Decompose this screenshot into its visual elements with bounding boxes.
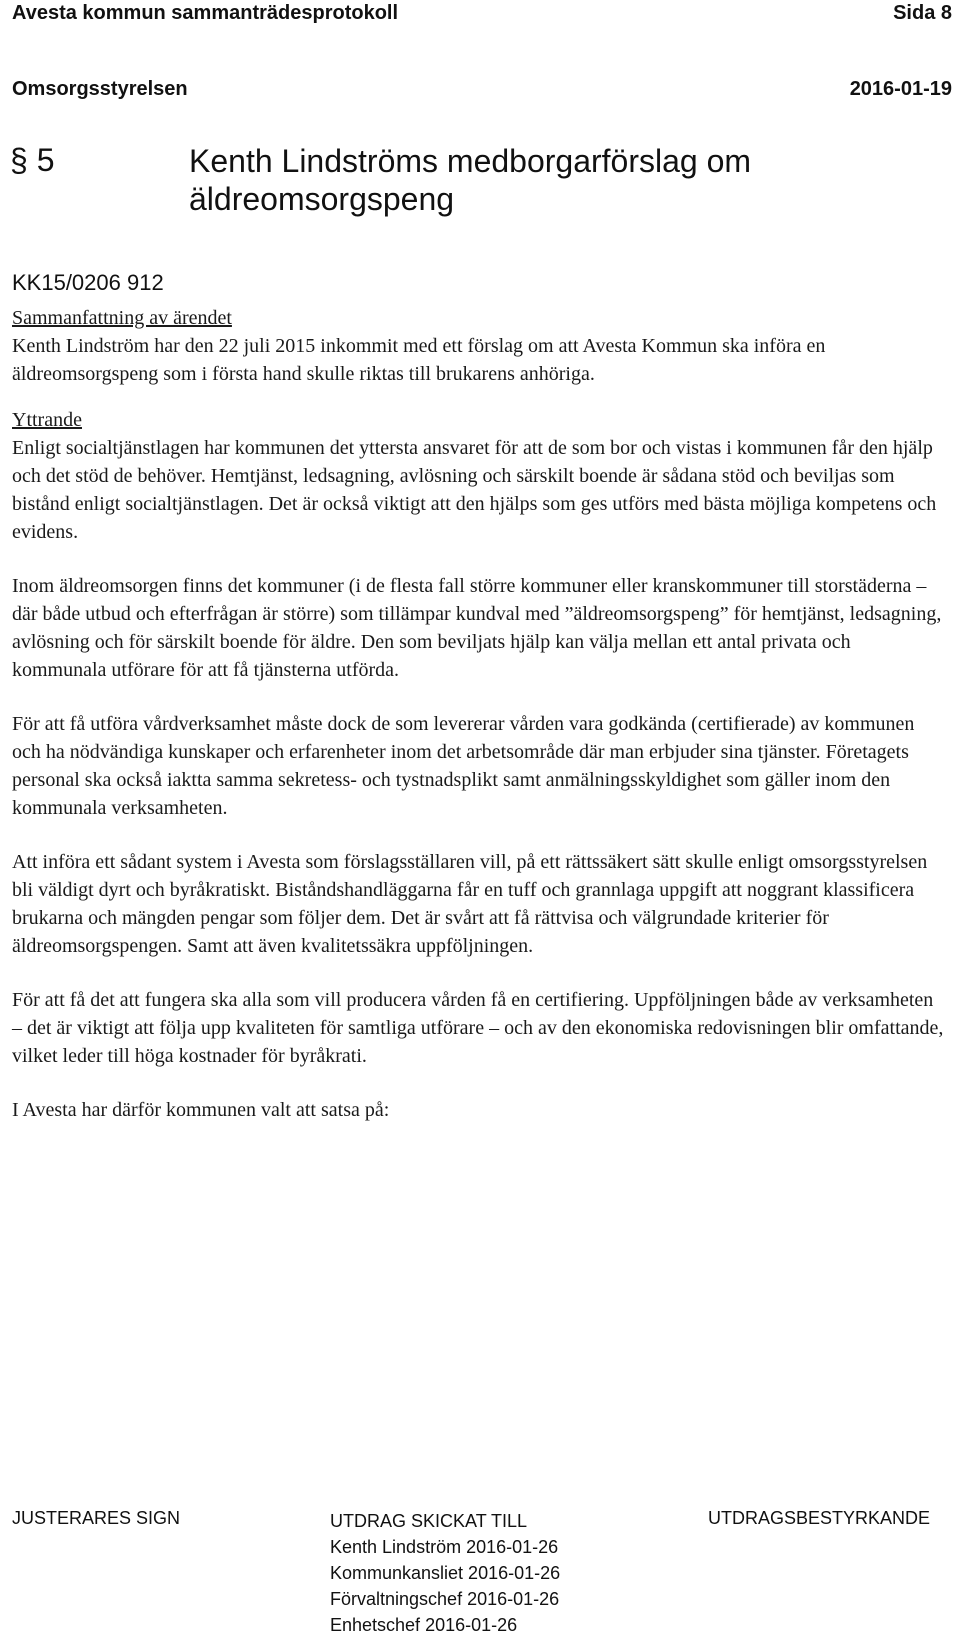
- section-title: Kenth Lindströms medborgarförslag om äldreomsorgspeng: [189, 143, 752, 217]
- case-number: KK15/0206 912: [12, 270, 164, 295]
- board-name: Omsorgsstyrelsen: [12, 78, 188, 100]
- page-header: [0, 0, 960, 30]
- paragraph: Inom äldreomsorgen finns det kommuner (i de flesta fall större kommuner eller kranskommuner till storstäderna – där både utbud och efterfrågan är större) som tillämpar kundval med ”äldreomsorgspeng” för hemtjänst, ledsagning, avlösning och för särskilt boende för äldre. Den som beviljats hjälp kan välja mellan ett antal privata och kommunala utförare för att få tjänsterna utförda.: [12, 575, 942, 681]
- paragraph: Att införa ett sådant system i Avesta som förslagsställaren vill, på ett rättssäkert sätt skulle enligt omsorgsstyrelsen bli väldigt dyrt och byråkratiskt. Biståndshandläggarna får en tuff och grannlaga uppgift att noggrant klassificera brukarna och mängden pengar som följer dem. Det är svårt att få rättvisa och välgrundade kriterier för äldreomsorgspengen. Samt att även kvalitetssäkra uppföljningen.: [12, 851, 928, 957]
- sent-to-label: UTDRAG SKICKAT TILL: [330, 1511, 528, 1531]
- distribution-item: Kommunkansliet 2016-01-26: [330, 1563, 561, 1583]
- paragraph: För att få det att fungera ska alla som vill producera vården få en certifiering. Uppföljningen både av verksamheten – det är viktigt att följa upp kvaliteten för samtliga utförare – och av den ekonomiska redovisningen blir omfattande, vilket leder till höga kostnader för byråkrati.: [12, 989, 944, 1067]
- paragraph: I Avesta har därför kommunen valt att satsa på:: [12, 1099, 390, 1121]
- summary-block: [12, 304, 948, 388]
- document-body: [12, 304, 948, 1150]
- statement-block: [12, 406, 948, 546]
- section-heading: [0, 142, 960, 262]
- distribution-item: Enhetschef 2016-01-26: [330, 1615, 518, 1635]
- meeting-meta: [0, 78, 960, 106]
- distribution-item: Kenth Lindström 2016-01-26: [330, 1537, 559, 1557]
- distribution-item: Förvaltningschef 2016-01-26: [330, 1589, 560, 1609]
- adjuster-signature-label: JUSTERARES SIGN: [12, 1508, 181, 1528]
- paragraph: Enligt socialtjänstlagen har kommunen det yttersta ansvaret för att de som bor och vistas i kommunen får den hjälp och det stöd de behöver. Hemtjänst, ledsagning, avlösning och särskilt boende är sådana stöd och beviljas som bistånd enligt socialtjänstlagen. Det är också viktigt att den hjälps som ges utförs med bästa möjliga kompetens och evidens.: [12, 437, 937, 543]
- paragraph: För att få utföra vårdverksamhet måste dock de som levererar vården vara godkända (certifierade) av kommunen och ha nödvändiga kunskaper och erfarenheter inom det arbetsområde där man erbjuder sina tjänster. Företagets personal ska också iaktta samma sekretess- och tystnadsplikt samt anmälningsskyldighet som gäller inom den kommunala verksamheten.: [12, 713, 915, 819]
- meeting-date: 2016-01-19: [849, 78, 952, 100]
- page-number: Sida 8: [893, 2, 952, 24]
- distribution-block: [330, 1508, 560, 1636]
- summary-heading: Sammanfattning av ärendet: [12, 307, 232, 329]
- statement-heading: Yttrande: [12, 409, 82, 431]
- page-footer: [0, 1508, 960, 1636]
- certification-label: UTDRAGSBESTYRKANDE: [707, 1508, 930, 1528]
- section-number: § 5: [10, 142, 55, 178]
- summary-text: Kenth Lindström har den 22 juli 2015 inkommit med ett förslag om att Avesta Kommun ska införa en äldreomsorgspeng som i första hand skulle riktas till brukarens anhöriga.: [12, 335, 826, 385]
- document-title: Avesta kommun sammanträdesprotokoll: [12, 2, 399, 24]
